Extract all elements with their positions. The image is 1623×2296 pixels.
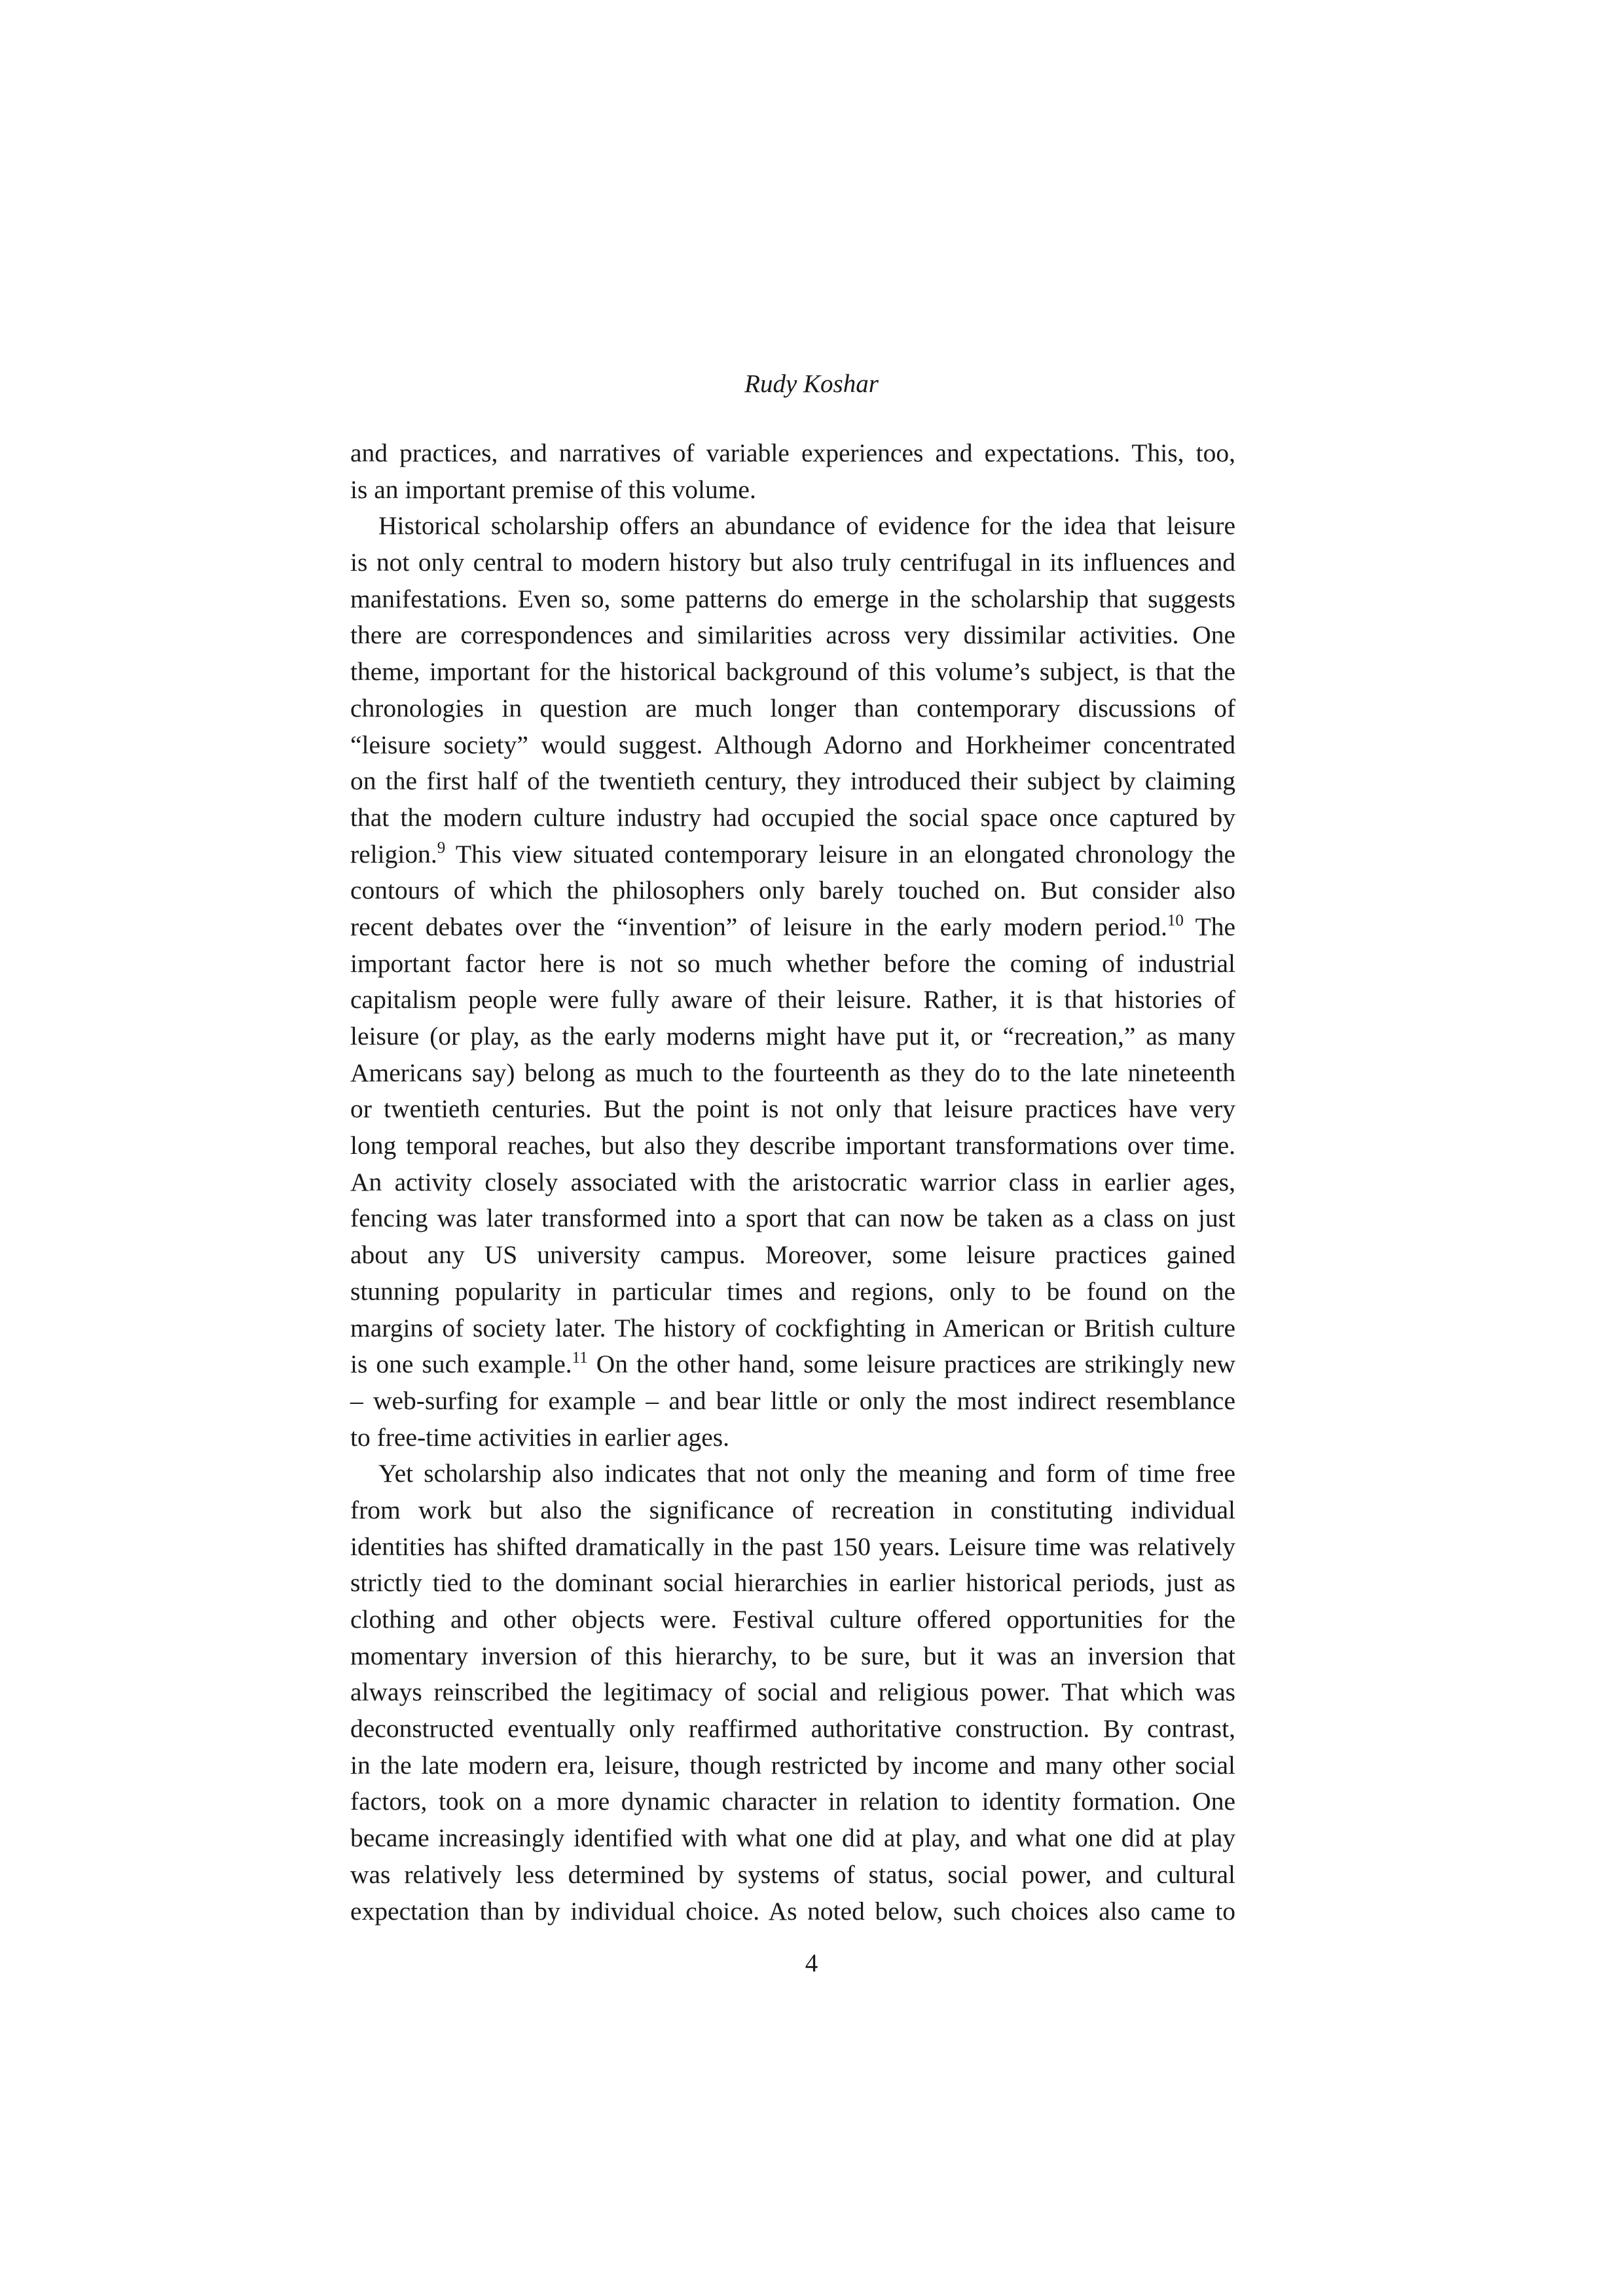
text-line: momentary inversion of this hierarchy, to be sure, but it was an inversion that [350, 1641, 1235, 1670]
text-line: there are correspondences and similarities across very dissimilar activities. One [350, 620, 1235, 650]
text-line: factors, took on a more dynamic character in relation to identity formation. One [350, 1787, 1235, 1816]
text-line: chronologies in question are much longer than contemporary discussions of [350, 693, 1235, 723]
text-run: This view situated contemporary leisure in an elongated chronology the [445, 839, 1235, 869]
footnote-ref: 11 [572, 1349, 588, 1367]
text-line: always reinscribed the legitimacy of social and religious power. That which was [350, 1677, 1235, 1707]
footnote-ref: 9 [437, 838, 446, 857]
text-line: fencing was later transformed into a sport that can now be taken as a class on just [350, 1204, 1235, 1233]
text-line: Yet scholarship also indicates that not only the meaning and form of time free [378, 1459, 1235, 1488]
text-line [350, 836, 1235, 873]
body-text [350, 435, 1235, 1929]
footnote-ref: 10 [1167, 911, 1184, 929]
text-run: On the other hand, some leisure practices are strikingly new [587, 1350, 1235, 1379]
text-line: identities has shifted dramatically in the past 150 years. Leisure time was relatively [350, 1532, 1235, 1561]
text-run: The [1183, 912, 1235, 941]
page-number: 4 [805, 1949, 818, 1977]
text-line: leisure (or play, as the early moderns might have put it, or “recreation,” as many [350, 1022, 1235, 1050]
text-line [350, 909, 1235, 946]
text-line: – web-surfing for example – and bear little or only the most indirect resemblance [350, 1386, 1235, 1415]
text-line: deconstructed eventually only reaffirmed authoritative construction. By contrast, [350, 1714, 1235, 1744]
text-line: important factor here is not so much whether before the coming of industrial [350, 948, 1235, 978]
text-line: long temporal reaches, but also they describe important transformations over time. [350, 1131, 1235, 1160]
text-line: that the modern culture industry had occupied the social space once captured by [350, 802, 1235, 832]
text-line: is an important premise of this volume. [350, 475, 756, 504]
text-line: “leisure society” would suggest. Although Adorno and Horkheimer concentrated [350, 730, 1235, 759]
text-line: margins of society later. The history of cockfighting in American or British culture [350, 1313, 1235, 1342]
text-run: is one such example. [350, 1350, 572, 1379]
text-line: capitalism people were fully aware of their leisure. Rather, it is that histories of [350, 985, 1235, 1014]
text-line: is not only central to modern history but also truly centrifugal in its influences and [350, 548, 1235, 577]
text-line: strictly tied to the dominant social hierarchies in earlier historical periods, just as [350, 1568, 1235, 1598]
text-run: religion. [350, 839, 437, 869]
text-line: Historical scholarship offers an abundance of evidence for the idea that leisure [378, 511, 1235, 541]
text-line: Americans say) belong as much to the fourteenth as they do to the late nineteenth [350, 1058, 1235, 1087]
text-line: theme, important for the historical background of this volume’s subject, is that the [350, 657, 1235, 687]
text-line: clothing and other objects were. Festival culture offered opportunities for the [350, 1605, 1235, 1634]
text-line: or twentieth centuries. But the point is not only that leisure practices have very [350, 1094, 1235, 1124]
text-run: recent debates over the “invention” of leisure in the early modern period. [350, 912, 1167, 941]
text-line: contours of which the philosophers only barely touched on. But consider also [350, 876, 1235, 905]
text-line: to free-time activities in earlier ages. [350, 1422, 730, 1452]
text-line: from work but also the significance of recreation in constituting individual [350, 1495, 1235, 1524]
text-line: on the first half of the twentieth century, they introduced their subject by claiming [350, 766, 1235, 796]
text-line: in the late modern era, leisure, though restricted by income and many other social [350, 1750, 1235, 1780]
text-line: became increasingly identified with what one did at play, and what one did at play [350, 1823, 1235, 1853]
text-line: An activity closely associated with the aristocratic warrior class in earlier ages, [350, 1167, 1235, 1196]
text-line: about any US university campus. Moreover, some leisure practices gained [350, 1240, 1235, 1270]
text-line: manifestations. Even so, some patterns do emerge in the scholarship that suggests [350, 584, 1235, 613]
text-line: expectation than by individual choice. As noted below, such choices also came to [350, 1896, 1235, 1926]
text-line: and practices, and narratives of variable experiences and expectations. This, too, [350, 439, 1235, 467]
text-line: stunning popularity in particular times and regions, only to be found on the [350, 1276, 1235, 1306]
text-line [350, 1346, 1235, 1383]
running-head: Rudy Koshar [744, 370, 879, 398]
text-line: was relatively less determined by systems of status, social power, and cultural [350, 1859, 1235, 1889]
